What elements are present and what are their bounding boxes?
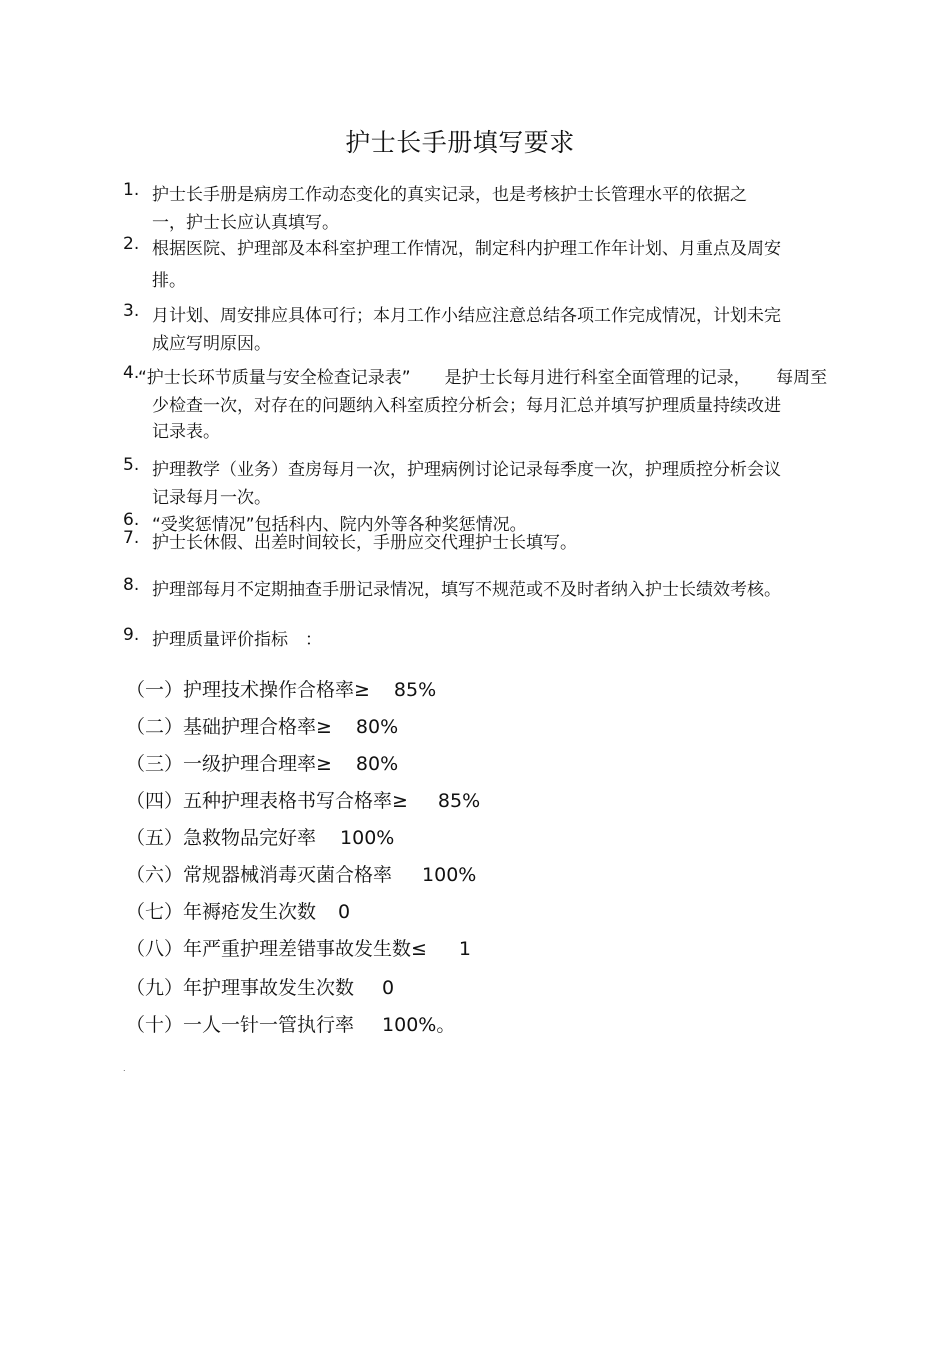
indicator-label: （一）护理技术操作合格率≥	[126, 679, 370, 701]
indicator-row	[126, 749, 398, 776]
indicator-label: （七）年褥疮发生次数	[126, 901, 317, 923]
indicator-row	[126, 897, 350, 924]
indicator-value: 1	[458, 938, 472, 960]
item-number: 1.	[123, 180, 140, 200]
footer-mark: .	[123, 1064, 126, 1073]
indicator-value: 100%	[422, 864, 477, 886]
item-text: 根据医院、护理部及本科室护理工作情况，制定科内护理工作年计划、月重点及周安	[152, 239, 781, 259]
item-number: 3.	[123, 301, 140, 321]
indicator-label: （八）年严重护理差错事故发生数≤	[126, 938, 427, 960]
indicator-value: 0	[382, 977, 395, 999]
indicator-label: （四）五种护理表格书写合格率≥	[126, 790, 408, 812]
item-number: 4.	[123, 363, 140, 383]
item-text: “护士长环节质量与安全检查记录表” 是护士长每月进行科室全面管理的记录， 每周至	[138, 368, 828, 388]
item-text: “受奖惩情况”包括科内、院内外等各种奖惩情况。	[152, 515, 527, 535]
item-number: 7.	[123, 528, 140, 548]
indicator-label: （二）基础护理合格率≥	[126, 716, 332, 738]
indicator-row	[126, 712, 398, 739]
indicator-label: （六）常规器械消毒灭菌合格率	[126, 864, 393, 886]
item-text: 成应写明原因。	[152, 334, 271, 354]
indicator-row	[126, 934, 471, 961]
item-text: 排。	[152, 271, 186, 291]
item-text: 少检查一次，对存在的问题纳入科室质控分析会；每月汇总并填写护理质量持续改进	[152, 396, 781, 416]
indicator-row	[126, 973, 394, 1000]
indicator-value: 100%	[340, 827, 395, 849]
indicator-value: 80%	[355, 753, 399, 775]
item-text: 记录表。	[152, 422, 220, 442]
indicator-row	[126, 675, 436, 702]
item-number: 9.	[123, 625, 140, 645]
indicator-value: 0	[338, 901, 351, 923]
item-text: 一，护士长应认真填写。	[152, 213, 339, 233]
indicator-value: 85%	[437, 790, 481, 812]
indicator-row	[126, 1010, 455, 1037]
item-text: 护理部每月不定期抽查手册记录情况，填写不规范或不及时者纳入护士长绩效考核。	[152, 580, 781, 600]
indicator-value: 100%。	[382, 1014, 456, 1036]
item-text: 护士长手册是病房工作动态变化的真实记录，也是考核护士长管理水平的依据之	[152, 185, 747, 205]
indicator-label: （十）一人一针一管执行率	[126, 1014, 355, 1036]
item-text: 护理教学（业务）查房每月一次，护理病例讨论记录每季度一次，护理质控分析会议	[152, 460, 781, 480]
item-number: 5.	[123, 455, 140, 475]
item-text: 护士长休假、出差时间较长，手册应交代理护士长填写。	[152, 533, 577, 553]
indicator-value: 85%	[393, 679, 437, 701]
indicator-label: （九）年护理事故发生次数	[126, 977, 355, 999]
item-number: 2.	[123, 234, 140, 254]
item-text: 护理质量评价指标 ：	[152, 630, 322, 650]
indicator-label: （三）一级护理合理率≥	[126, 753, 332, 775]
indicator-row	[126, 860, 476, 887]
indicator-label: （五）急救物品完好率	[126, 827, 317, 849]
indicator-row	[126, 786, 480, 813]
item-text: 记录每月一次。	[152, 488, 271, 508]
document-title: 护士长手册填写要求	[345, 128, 575, 157]
indicator-value: 80%	[355, 716, 399, 738]
item-text: 月计划、周安排应具体可行；本月工作小结应注意总结各项工作完成情况，计划未完	[152, 306, 781, 326]
indicator-row	[126, 823, 394, 850]
item-number: 6.	[123, 510, 140, 530]
item-number: 8.	[123, 575, 140, 595]
